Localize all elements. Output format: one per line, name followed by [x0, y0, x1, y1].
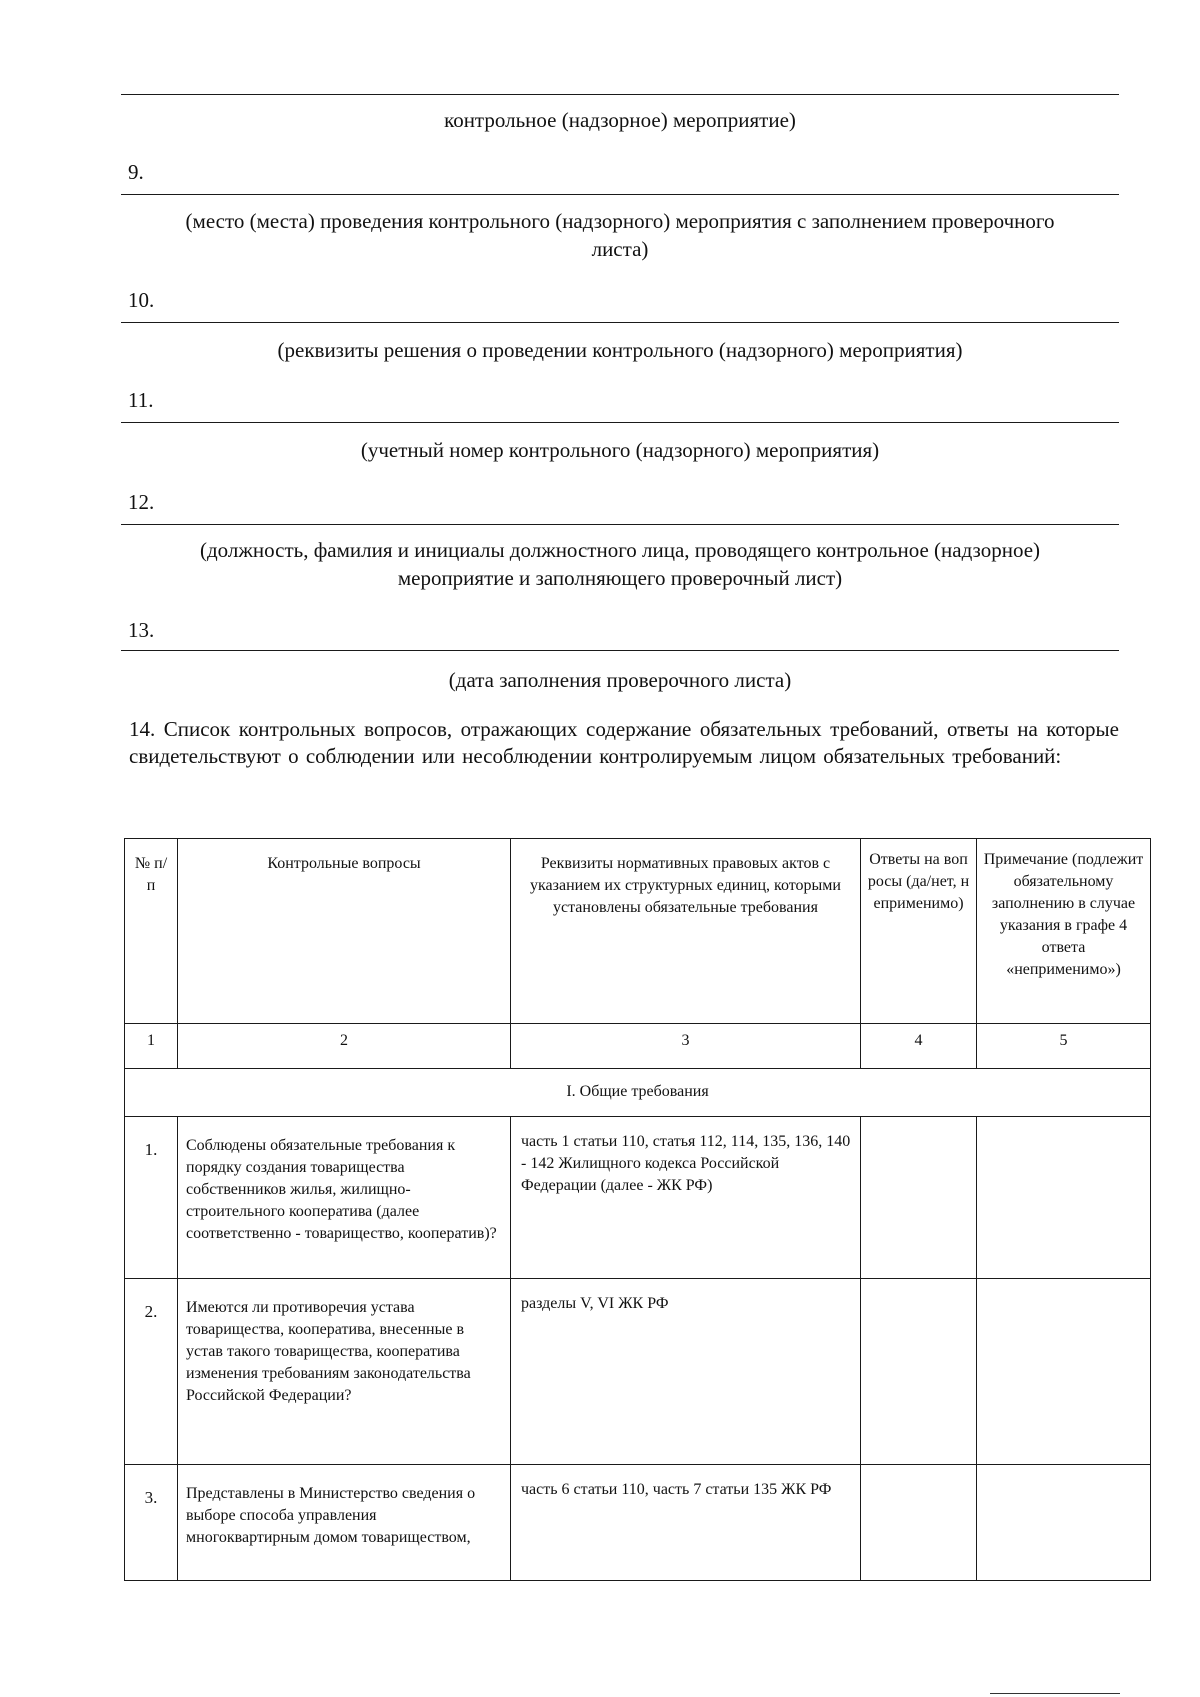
header-notes: Примечание (подлежит обязательному заполнению в случае указания в графе 4 ответа «неприменимо») [977, 839, 1151, 1024]
field-caption-13: (дата заполнения проверочного листа) [448, 668, 792, 692]
column-number: 1 [125, 1024, 178, 1069]
table-row [125, 1117, 1151, 1279]
field-line-8 [121, 94, 1119, 95]
field-line-10[interactable] [121, 322, 1119, 323]
field-caption-11: (учетный номер контрольного (надзорного) мероприятия) [360, 438, 880, 462]
header-answers: Ответы на вопросы (да/нет, неприменимо) [861, 839, 977, 1024]
question-cell: Представлены в Министерство сведения о выборе способа управления многоквартирным домом товариществом, [178, 1465, 511, 1581]
field-number-10: 10. [128, 288, 155, 312]
reference-cell: часть 1 статьи 110, статья 112, 114, 135, 136, 140 - 142 Жилищного кодекса Российской Федерации (далее - ЖК РФ) [511, 1117, 861, 1279]
field-line-9[interactable] [121, 194, 1119, 195]
header-references: Реквизиты нормативных правовых актов с указанием их структурных единиц, которыми установлены обязательные требования [511, 839, 861, 1024]
column-number: 4 [861, 1024, 977, 1069]
checklist-table [124, 838, 1151, 1581]
page-bottom-rule [990, 1693, 1120, 1694]
reference-cell: часть 6 статьи 110, часть 7 статьи 135 ЖК РФ [511, 1465, 861, 1581]
field-number-13: 13. [128, 618, 155, 642]
table-row [125, 1465, 1151, 1581]
answer-cell[interactable] [861, 1117, 977, 1279]
question-cell: Соблюдены обязательные требования к порядку создания товарищества собственников жилья, жилищно-строительного кооператива (далее соответственно - товарищество, кооператив)? [178, 1117, 511, 1279]
field-line-13[interactable] [121, 650, 1119, 651]
reference-cell: разделы V, VI ЖК РФ [511, 1279, 861, 1465]
item-14-paragraph: 14. Список контрольных вопросов, отражающих содержание обязательных требований, ответы на которые свидетельствуют о соблюдении или несоблюдении контролируемым лицом обязательных требований: [129, 717, 1119, 768]
field-line-12[interactable] [121, 524, 1119, 525]
answer-cell[interactable] [861, 1279, 977, 1465]
column-number: 2 [178, 1024, 511, 1069]
header-num: № п/п [125, 839, 178, 1024]
row-number: 2. [125, 1279, 178, 1465]
table-row [125, 1279, 1151, 1465]
field-number-12: 12. [128, 490, 155, 514]
section-title: I. Общие требования [125, 1069, 1151, 1117]
header-questions: Контрольные вопросы [178, 839, 511, 1024]
question-cell: Имеются ли противоречия устава товарищества, кооператива, внесенные в устав такого товарищества, кооператива изменения требованиям законодательства Российской Федерации? [178, 1279, 511, 1465]
note-cell[interactable] [977, 1117, 1151, 1279]
note-cell[interactable] [977, 1279, 1151, 1465]
note-cell[interactable] [977, 1465, 1151, 1581]
row-number: 1. [125, 1117, 178, 1279]
field-caption-8: контрольное (надзорное) мероприятие) [444, 108, 796, 132]
column-number-row [125, 1024, 1151, 1069]
column-number: 5 [977, 1024, 1151, 1069]
section-row [125, 1069, 1151, 1117]
field-caption-9: (место (места) проведения контрольного (надзорного) мероприятия с заполнением проверочного листа) [185, 209, 1055, 261]
row-number: 3. [125, 1465, 178, 1581]
table-header-row [125, 839, 1151, 1024]
field-number-11: 11. [128, 388, 154, 412]
field-line-11[interactable] [121, 422, 1119, 423]
field-caption-12: (должность, фамилия и инициалы должностного лица, проводящего контрольное (надзорное) мероприятие и заполняющего проверочный лист) [199, 538, 1041, 590]
field-caption-10: (реквизиты решения о проведении контрольного (надзорного) мероприятия) [277, 338, 963, 362]
answer-cell[interactable] [861, 1465, 977, 1581]
field-number-9: 9. [128, 160, 144, 184]
column-number: 3 [511, 1024, 861, 1069]
